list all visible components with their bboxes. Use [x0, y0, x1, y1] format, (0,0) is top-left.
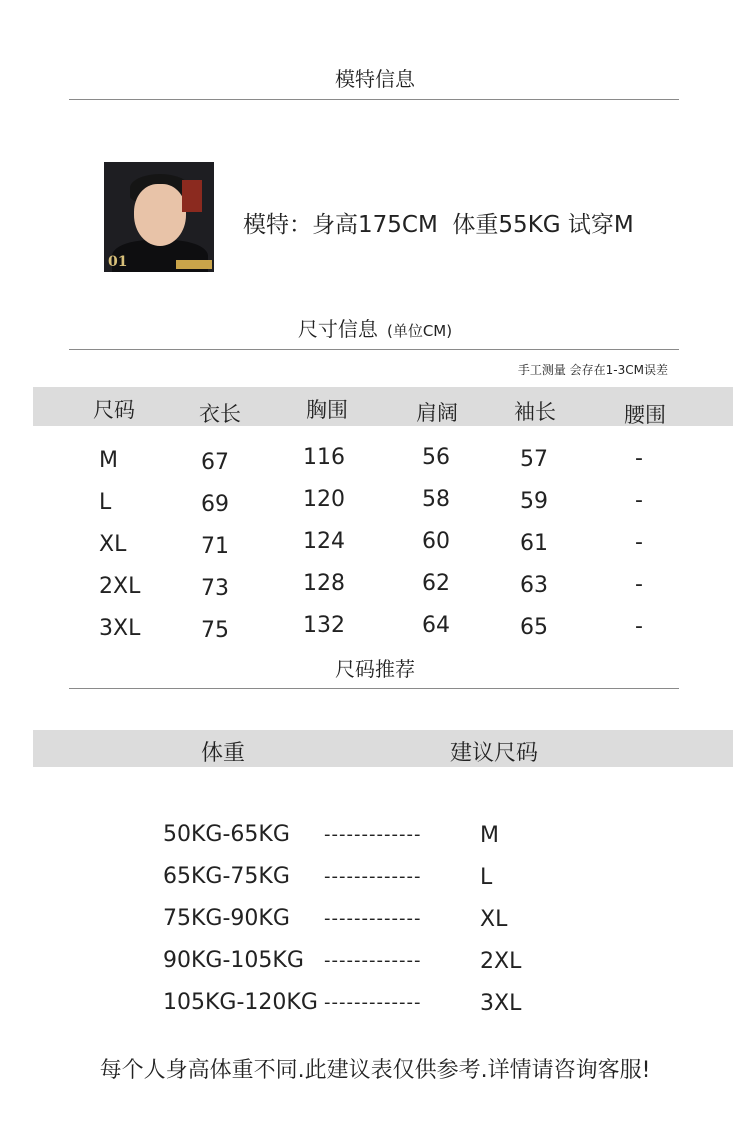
photo-tag [182, 180, 202, 212]
weight-range: 90KG-105KG [163, 948, 304, 973]
table-cell: 3XL [99, 616, 141, 641]
size-recommend-divider [69, 688, 679, 689]
table-cell: 60 [422, 529, 450, 554]
suggested-size: 2XL [480, 949, 522, 974]
dash-separator: ------------- [324, 866, 422, 887]
dash-separator: ------------- [324, 824, 422, 845]
table-cell: - [635, 614, 643, 639]
weight-range: 65KG-75KG [163, 864, 290, 889]
table-cell: 57 [520, 447, 548, 472]
table-cell: - [635, 530, 643, 555]
table-cell: 124 [303, 529, 345, 554]
table-cell: 65 [520, 615, 548, 640]
table-cell: 75 [201, 618, 229, 643]
table-cell: 116 [303, 445, 345, 470]
header-length: 衣长 [199, 402, 241, 426]
recommend-header-band [33, 730, 733, 767]
table-cell: 63 [520, 573, 548, 598]
table-cell: 62 [422, 571, 450, 596]
header-shoulder: 肩阔 [416, 401, 458, 425]
size-info-divider [69, 349, 679, 350]
header-suggested-size: 建议尺码 [450, 741, 539, 766]
table-cell: 120 [303, 487, 345, 512]
table-cell: XL [99, 532, 127, 557]
table-cell: 71 [201, 534, 229, 559]
model-photo [104, 162, 214, 272]
dash-separator: ------------- [324, 950, 422, 971]
table-cell: - [635, 572, 643, 597]
weight-range: 75KG-90KG [163, 906, 290, 931]
photo-number: 01 [108, 254, 128, 270]
table-cell: 61 [520, 531, 548, 556]
size-info-title: 尺寸信息 [297, 317, 378, 341]
table-cell: L [99, 490, 112, 515]
model-info-title: 模特信息 [335, 67, 415, 91]
dash-separator: ------------- [324, 992, 422, 1013]
table-cell: 132 [303, 613, 345, 638]
table-cell: 64 [422, 613, 450, 638]
weight-range: 50KG-65KG [163, 822, 290, 847]
measure-note: 手工测量 会存在1-3CM误差 [517, 363, 668, 377]
suggested-size: 3XL [480, 991, 522, 1016]
header-size: 尺码 [93, 398, 135, 422]
suggested-size: XL [480, 907, 508, 932]
table-cell: 73 [201, 576, 229, 601]
header-sleeve: 袖长 [514, 400, 556, 424]
table-cell: 58 [422, 487, 450, 512]
size-recommend-title: 尺码推荐 [335, 657, 415, 681]
table-cell: 128 [303, 571, 345, 596]
table-cell: - [635, 446, 643, 471]
weight-range: 105KG-120KG [163, 990, 318, 1015]
disclaimer-footer: 每个人身高体重不同.此建议表仅供参考.详情请咨询客服! [99, 1058, 651, 1083]
header-weight: 体重 [201, 741, 246, 766]
suggested-size: L [480, 865, 493, 890]
header-waist: 腰围 [624, 403, 666, 427]
table-cell: - [635, 488, 643, 513]
model-description: 模特：身高175CM 体重55KG 试穿M [243, 212, 634, 238]
photo-face [134, 184, 186, 246]
table-cell: 2XL [99, 574, 141, 599]
header-chest: 胸围 [306, 398, 348, 422]
table-cell: 67 [201, 450, 229, 475]
table-cell: M [99, 448, 118, 473]
table-cell: 56 [422, 445, 450, 470]
dash-separator: ------------- [324, 908, 422, 929]
photo-stamp [176, 260, 212, 269]
suggested-size: M [480, 823, 499, 848]
table-cell: 69 [201, 492, 229, 517]
model-info-divider [69, 99, 679, 100]
size-info-heading [0, 313, 750, 342]
table-cell: 59 [520, 489, 548, 514]
size-info-unit: (单位CM) [386, 322, 453, 340]
